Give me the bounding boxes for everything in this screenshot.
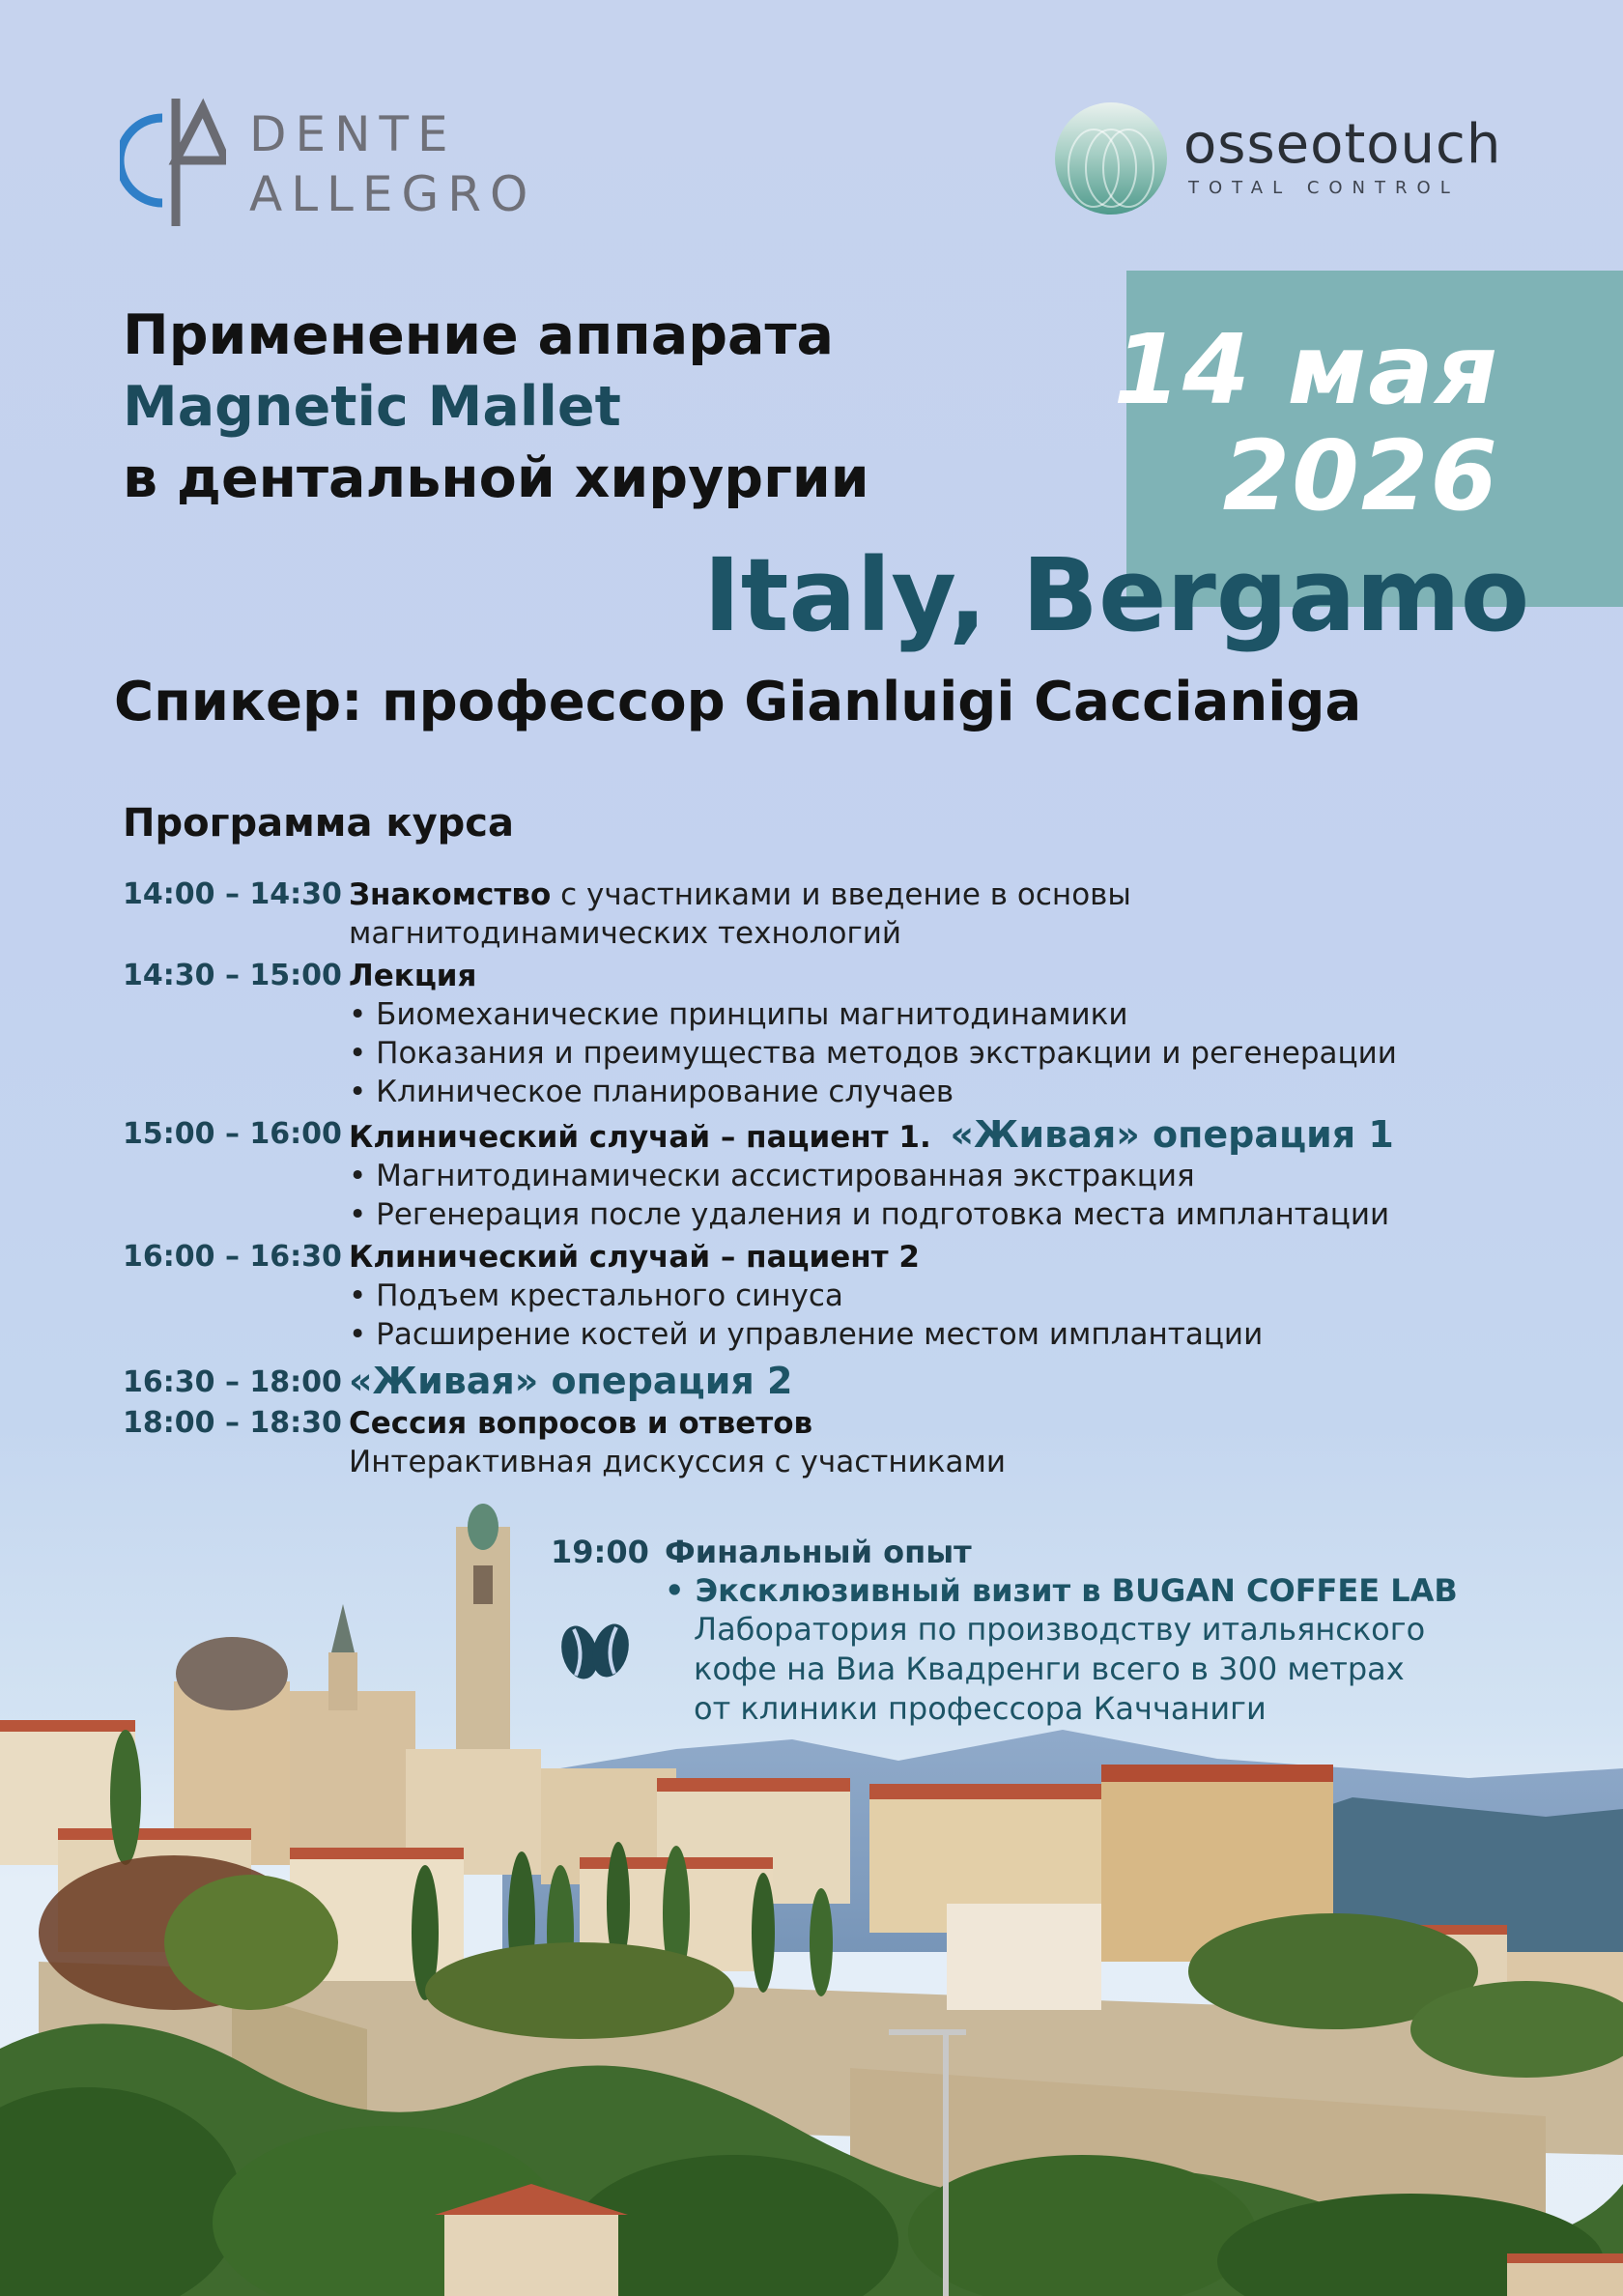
schedule-lead: Клинический случай – пациент 2 [349,1240,920,1275]
dente-line: DENTE [249,106,457,162]
osseotouch-logo [1053,100,1507,226]
schedule-bullet: • Показания и преимущества методов экстракции и регенерации [349,1034,1552,1073]
final-desc-line: от клиники профессора Каччаниги [694,1690,1267,1727]
schedule-bullet: • Регенерация после удаления и подготовка места имплантации [349,1195,1552,1234]
schedule-row [123,1238,1552,1354]
schedule-text-2: Интерактивная дискуссия с участниками [349,1445,1006,1479]
schedule [123,875,1552,1481]
final-desc-line: Лаборатория по производству итальянского [694,1611,1426,1648]
schedule-bullet: • Подъем крестального синуса [349,1277,1552,1315]
schedule-time: 16:30 – 18:00 [123,1365,342,1399]
schedule-lead: Сессия вопросов и ответов [349,1406,813,1441]
program-title: Программа курса [123,801,514,846]
date-year: 2026 [1222,419,1499,532]
schedule-lead: Клинический случай – пациент 1. [349,1120,931,1155]
final-title: Финальный опыт [665,1534,972,1570]
final-bullet-text: Эксклюзивный визит в BUGAN COFFEE LAB [695,1572,1458,1609]
schedule-lead: Лекция [349,959,477,993]
schedule-row [123,1115,1552,1234]
allegro-line: ALLEGRO [249,166,537,222]
schedule-lead: Знакомство [349,877,552,912]
date-day: 14 мая [1113,313,1499,426]
schedule-text: с участниками и введение в основы [551,877,1131,912]
schedule-time: 14:00 – 14:30 [123,877,342,911]
live-operation-label: «Живая» операция 1 [950,1113,1394,1156]
schedule-bullet: • Расширение костей и управление местом имплантации [349,1315,1552,1354]
course-headline [123,300,869,514]
schedule-row [123,875,1552,953]
live-operation-label: «Живая» операция 2 [349,1360,793,1402]
osseotouch-sphere-icon [1053,100,1169,216]
schedule-text-2: магнитодинамических технологий [349,916,902,951]
speaker-line: Спикер: профессор Gianluigi Caccianiga [114,671,1362,733]
headline-line-3: в дентальной хирургии [123,446,869,510]
schedule-bullet: • Клиническое планирование случаев [349,1073,1552,1111]
schedule-bullet: • Магнитодинамически ассистированная экстракция [349,1157,1552,1195]
schedule-row [123,957,1552,1111]
dente-allegro-logo [120,97,564,232]
final-time: 19:00 [551,1534,649,1570]
schedule-time: 16:00 – 16:30 [123,1240,342,1274]
final-description [694,1610,1486,1729]
coffee-bean-icon [558,1616,632,1683]
dente-allegro-logo-icon [120,97,226,232]
schedule-row [123,1358,1552,1404]
schedule-time: 15:00 – 16:00 [123,1117,342,1151]
dente-allegro-wordmark [249,104,536,224]
osseotouch-wordmark: osseotouch [1183,113,1502,176]
schedule-time: 14:30 – 15:00 [123,959,342,992]
headline-line-1: Применение аппарата [123,303,835,367]
final-bullet: • Эксклюзивный визит в BUGAN COFFEE LAB [665,1572,1458,1609]
schedule-bullet: • Биомеханические принципы магнитодинамики [349,995,1552,1034]
headline-device-name: Magnetic Mallet [123,375,621,439]
location-title: Italy, Bergamo [703,536,1530,654]
osseotouch-tagline: TOTAL CONTROL [1188,178,1460,198]
final-desc-line: кофе на Виа Квадренги всего в 300 метрах [694,1650,1405,1687]
schedule-time: 18:00 – 18:30 [123,1406,342,1440]
